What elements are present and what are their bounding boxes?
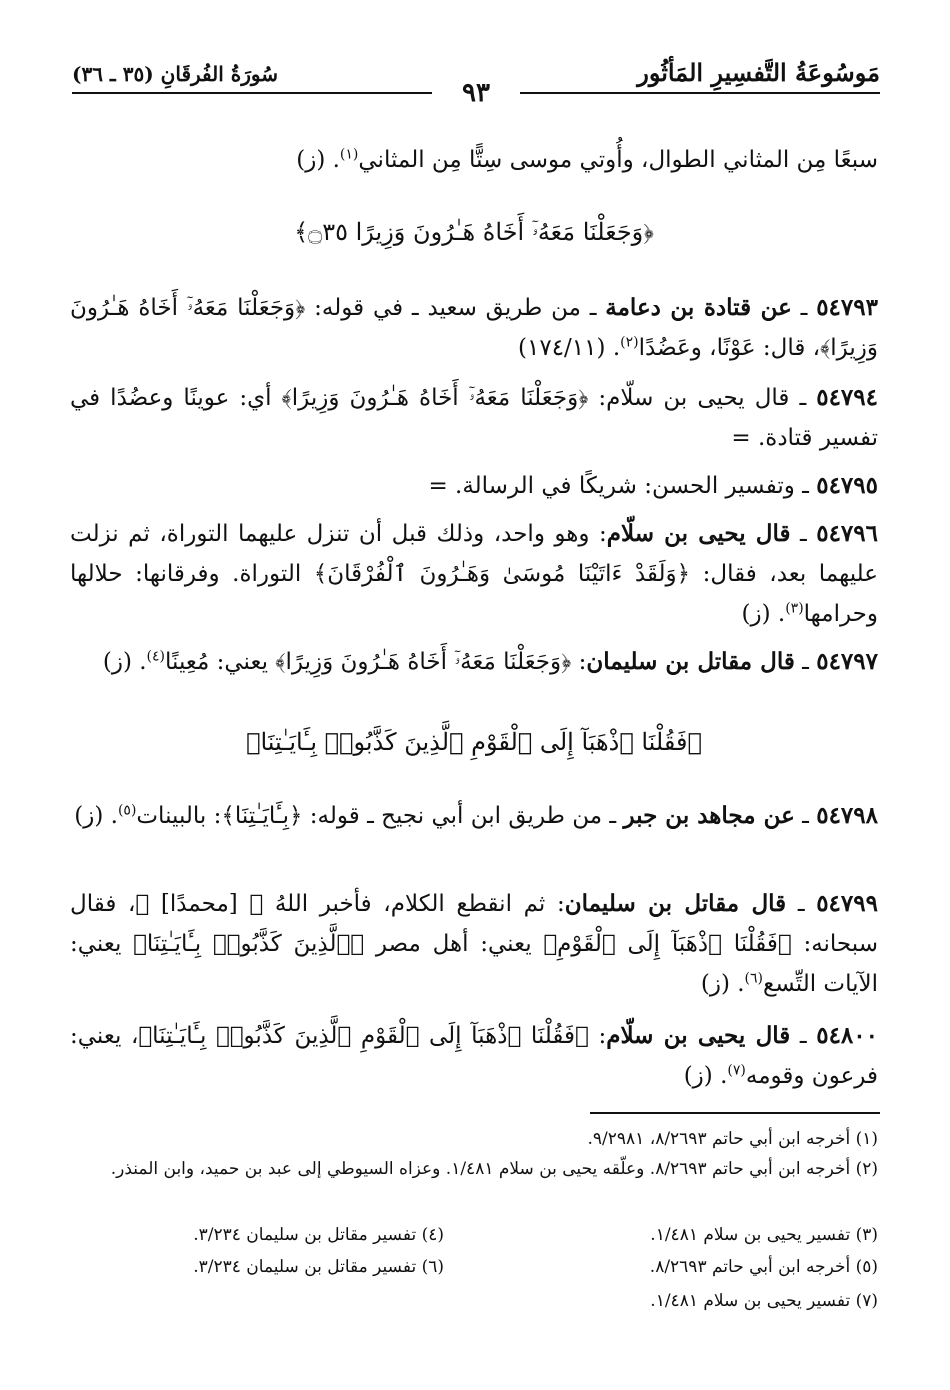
entry-number: ٥٤٧٩٧ — [816, 648, 878, 675]
entry-number: ٥٤٧٩٦ — [816, 520, 878, 547]
footnote-1: (١) أخرجه ابن أبي حاتم ٨/٢٦٩٣، ٩/٢٩٨١. — [587, 1129, 878, 1149]
ayah-heading: ﴿فَقُلْنَا ٱذْهَبَآ إِلَى ٱلْقَوْمِ ٱلَّذِينَ كَذَّبُوا۟ بِـَٔايَـٰتِنَا﴾ — [246, 728, 702, 756]
footnote-ref: (٤) — [146, 648, 166, 665]
header-rule-right — [520, 92, 880, 94]
entry-body: وتفسير الحسن: شريكًا في الرسالة. = — [428, 473, 795, 499]
entry-number: ٥٤٧٩٨ — [816, 802, 878, 829]
narrator: قال يحيى بن سلّام — [606, 520, 791, 547]
footnote-separator — [590, 1112, 880, 1114]
entry-body: قال يحيى بن سلّام: ﴿وَجَعَلْنَا مَعَهُۥٓ أَخَاهُ هَـٰرُونَ وَزِيرًا﴾ أي: عوينًا وعضُدًا في تفسير قتادة. = — [70, 385, 878, 451]
entry: ٥٤٧٩٥ ـ وتفسير الحسن: شريكًا في الرسالة. = — [428, 472, 878, 499]
entry-body: ـ من طريق ابن أبي نجيح ـ قوله: ﴿بِـَٔايَـٰتِنَا﴾: بالبينات — [136, 803, 624, 829]
narrator: قال يحيى بن سلّام — [606, 1022, 791, 1049]
footnote-ref: (٧) — [727, 1062, 746, 1079]
entry: ٥٤٧٩٩ ـ قال مقاتل بن سليمان: ثم انقطع الكلام، فأخبر اللهُ ﷻ [محمدًا] ﷺ، فقال سبحانه: ﴿فَقُلْنَا ٱذْهَبَآ إِلَى ٱلْقَوْمِ﴾ يعني: أهل مصر ﴿ٱلَّذِينَ كَذَّبُوا۟ بِـَٔايَـٰتِنَا﴾ يعني: الآيات التِّسع$^{(٦)}$. (ز) — [70, 890, 878, 997]
entry: ٥٤٧٩٣ ـ عن قتادة بن دعامة ـ من طريق سعيد ـ في قوله: ﴿وَجَعَلْنَا مَعَهُۥٓ أَخَاهُ هَـٰرُونَ وَزِيرًا﴾، قال: عَوْنًا، وعَضُدًا$^{(٢)}$. (١٧٤/١١) — [70, 294, 878, 361]
entry: ٥٤٨٠٠ ـ قال يحيى بن سلّام: ﴿فَقُلْنَا ٱذْهَبَآ إِلَى ٱلْقَوْمِ ٱلَّذِينَ كَذَّبُوا۟ بِـَٔايَـٰتِنَا﴾، يعني: فرعون وقومه$^{(٧)}$. (ز) — [70, 1022, 878, 1089]
footnote-ref: (١) — [339, 146, 359, 163]
entry-tail: . (ز) — [74, 803, 118, 829]
entry-number: ٥٤٧٩٣ — [816, 294, 878, 321]
entry-tail: . (ز) — [102, 649, 147, 675]
entry-number: ٥٤٧٩٥ — [816, 472, 878, 499]
entry: ٥٤٧٩٨ ـ عن مجاهد بن جبر ـ من طريق ابن أبي نجيح ـ قوله: ﴿بِـَٔايَـٰتِنَا﴾: بالبينات$^{(٥)}$. (ز) — [74, 802, 878, 829]
footnote-7: (٧) تفسير يحيى بن سلام ١/٤٨١. — [650, 1291, 878, 1311]
intro-text: سبعًا مِن المثاني الطوال، وأُوتي موسى سِتًّا مِن المثاني — [358, 147, 878, 173]
footnote-5: (٥) أخرجه ابن أبي حاتم ٨/٢٦٩٣. — [649, 1257, 878, 1277]
entry-tail: . (١٧٤/١١) — [518, 335, 621, 361]
entry-body: : وهو واحد، وذلك قبل أن تنزل عليهما التوراة، ثم نزلت عليهما بعد، فقال: ﴿وَلَقَدْ ءَاتَيْنَا مُوسَىٰ وَهَـٰرُونَ ٱلْفُرْقَانَ﴾ التوراة. وفرقانها: حلالها وحرامها — [70, 521, 878, 627]
header-rule-left — [72, 92, 432, 94]
footnote-ref: (٦) — [744, 970, 764, 987]
narrator: قال مقاتل بن سليمان — [586, 648, 795, 675]
footnote-6: (٦) تفسير مقاتل بن سليمان ٣/٢٣٤. — [193, 1257, 444, 1277]
entry-tail: . (ز) — [741, 601, 786, 627]
footnote-ref: (٢) — [620, 334, 639, 351]
book-title: مَوسُوعَةُ التَّفسِيرِ المَأثُور — [637, 58, 880, 87]
entry: ٥٤٧٩٧ ـ قال مقاتل بن سليمان: ﴿وَجَعَلْنَا مَعَهُۥٓ أَخَاهُ هَـٰرُونَ وَزِيرًا﴾ يعني: مُعِينًا$^{(٤)}$. (ز) — [102, 648, 878, 675]
entry-body: ـ من طريق سعيد ـ في قوله: ﴿وَجَعَلْنَا مَعَهُۥٓ أَخَاهُ هَـٰرُونَ وَزِيرًا﴾، قال: عَوْنًا، وعَضُدًا — [70, 295, 878, 361]
intro-line — [70, 140, 878, 180]
footnote-ref: (٣) — [785, 600, 804, 617]
entry-tail: . (ز) — [700, 971, 745, 997]
entry-number: ٥٤٨٠٠ — [816, 1022, 878, 1049]
footnote-ref: (٥) — [117, 802, 137, 819]
entry-number: ٥٤٧٩٤ — [816, 384, 878, 411]
entry-tail: . (ز) — [683, 1063, 728, 1089]
ayah-heading: ﴿وَجَعَلْنَا مَعَهُۥٓ أَخَاهُ هَـٰرُونَ وَزِيرًا ۝٣٥﴾ — [294, 218, 654, 246]
entry-number: ٥٤٧٩٩ — [816, 890, 878, 917]
narrator: عن مجاهد بن جبر — [623, 802, 795, 829]
intro-tail: . (ز) — [296, 147, 340, 173]
surah-range: سُورَةُ الفُرقَانِ (٣٥ ـ ٣٦) — [72, 62, 278, 86]
footnote-4: (٤) تفسير مقاتل بن سليمان ٣/٢٣٤. — [193, 1225, 444, 1245]
page-number-text: ٩٣ — [452, 78, 500, 108]
entry-body: : ﴿وَجَعَلْنَا مَعَهُۥٓ أَخَاهُ هَـٰرُونَ وَزِيرًا﴾ يعني: مُعِينًا — [165, 649, 587, 675]
footnote-2: (٢) أخرجه ابن أبي حاتم ٨/٢٦٩٣. وعلّقه يحيى بن سلام ١/٤٨١. وعزاه السيوطي إلى عبد بن حميد، وابن المنذر. — [110, 1159, 878, 1179]
footnote-3: (٣) تفسير يحيى بن سلام ١/٤٨١. — [650, 1225, 878, 1245]
running-header — [72, 56, 880, 108]
narrator: عن قتادة بن دعامة — [605, 294, 792, 321]
entry: ٥٤٧٩٤ ـ قال يحيى بن سلّام: ﴿وَجَعَلْنَا مَعَهُۥٓ أَخَاهُ هَـٰرُونَ وَزِيرًا﴾ أي: عوينًا وعضُدًا في تفسير قتادة. = — [70, 384, 878, 451]
entry: ٥٤٧٩٦ ـ قال يحيى بن سلّام: وهو واحد، وذلك قبل أن تنزل عليهما التوراة، ثم نزلت عليهما بعد، فقال: ﴿وَلَقَدْ ءَاتَيْنَا مُوسَىٰ وَهَـٰرُونَ ٱلْفُرْقَانَ﴾ التوراة. وفرقانها: حلالها وحرامها$^{(٣)}$. (ز) — [70, 520, 878, 627]
narrator: قال مقاتل بن سليمان — [564, 890, 787, 917]
entry-body: : ثم انقطع الكلام، فأخبر اللهُ ﷻ [محمدًا] ﷺ، فقال سبحانه: ﴿فَقُلْنَا ٱذْهَبَآ إِلَى ٱلْقَوْمِ﴾ يعني: أهل مصر ﴿ٱلَّذِينَ كَذَّبُوا۟ بِـَٔايَـٰتِنَا﴾ يعني: الآيات التِّسع — [70, 891, 878, 997]
entry-body: : ﴿فَقُلْنَا ٱذْهَبَآ إِلَى ٱلْقَوْمِ ٱلَّذِينَ كَذَّبُوا۟ بِـَٔايَـٰتِنَا﴾، يعني: فرعون وقومه — [70, 1023, 878, 1089]
